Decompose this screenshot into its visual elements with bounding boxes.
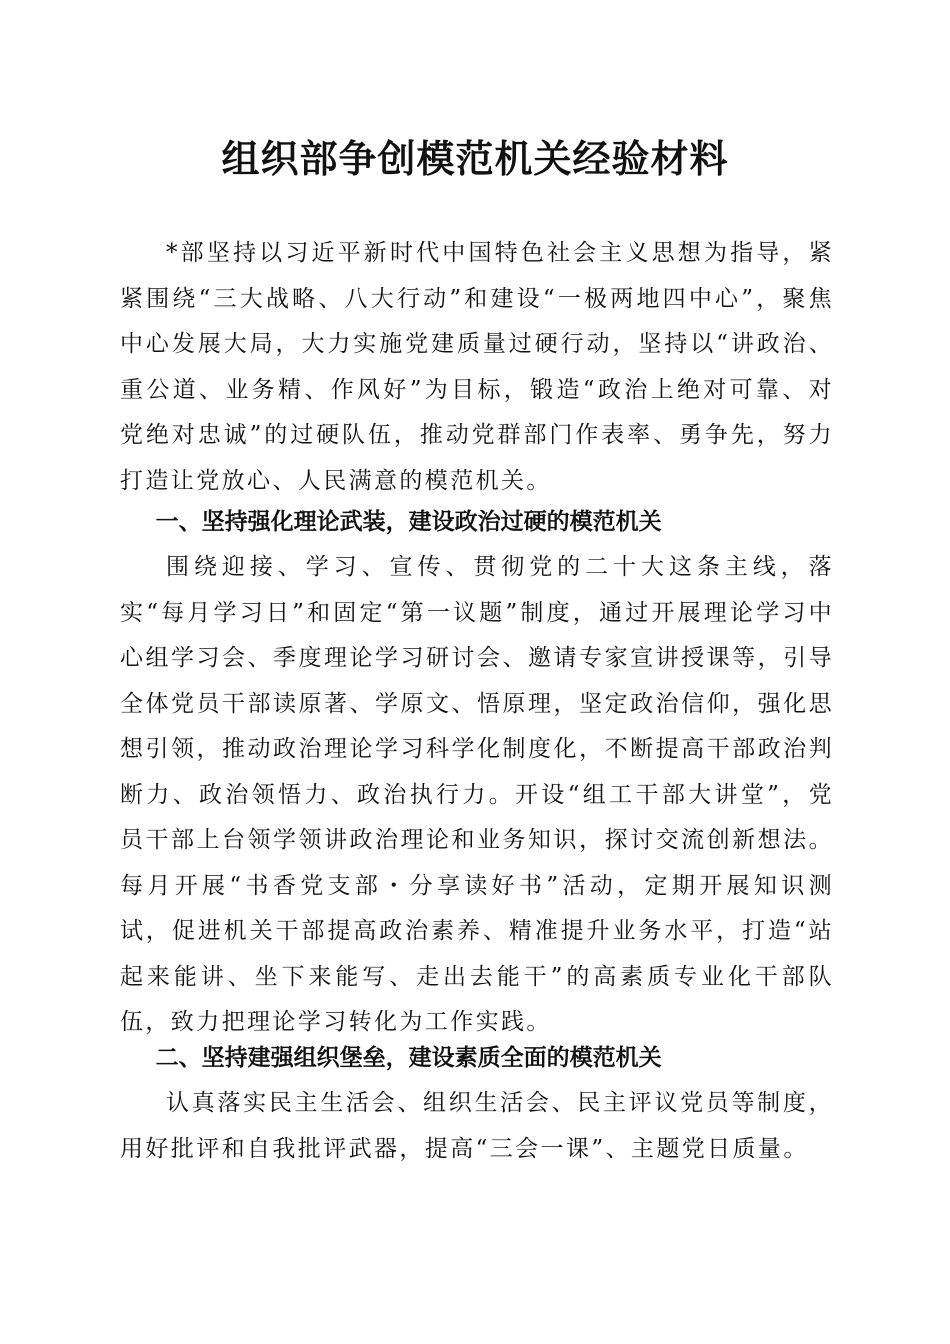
document-title: 组织部争创模范机关经验材料 bbox=[221, 136, 729, 181]
section-heading-2: 二、坚持建强组织堡垒，建设素质全面的模范机关 bbox=[155, 1045, 662, 1071]
section-heading-1: 一、坚持强化理论武装，建设政治过硬的模范机关 bbox=[155, 509, 662, 535]
body-paragraph-theory: 围绕迎接、学习、宣传、贯彻党的二十大这条主线，落实“每月学习日”和固定“第一议题”制度，通过开展理论学习中心组学习会、季度理论学习研讨会、邀请专家宣讲授课等，引导全体党员干部读原著、学原文、悟原理，坚定政治信仰，强化思想引领，推动政治理论学习科学化制度化，不断提高干部政治判断力、政治领悟力、政治执行力。开设“组工干部大讲堂”，党员干部上台领学领讲政治理论和业务知识，探讨交流创新想法。每月开展“书香党支部・分享读好书”活动，定期开展知识测试，促进机关干部提高政治素养、精准提升业务水平，打造“站起来能讲、坐下来能写、走出去能干”的高素质专业化干部队伍，致力把理论学习转化为工作实践。 bbox=[120, 554, 834, 1035]
body-paragraph-intro: *部坚持以习近平新时代中国特色社会主义思想为指导，紧紧围绕“三大战略、八大行动”和建设“一极两地四中心”，聚焦中心发展大局，大力实施党建质量过硬行动，坚持以“讲政治、重公道、业务精、作风好”为目标，锻造“政治上绝对可靠、对党绝对忠诚”的过硬队伍，推动党群部门作表率、勇争先，努力打造让党放心、人民满意的模范机关。 bbox=[120, 240, 834, 494]
body-paragraph-organization: 认真落实民主生活会、组织生活会、民主评议党员等制度，用好批评和自我批评武器，提高“三会一课”、主题党日质量。 bbox=[120, 1090, 834, 1162]
